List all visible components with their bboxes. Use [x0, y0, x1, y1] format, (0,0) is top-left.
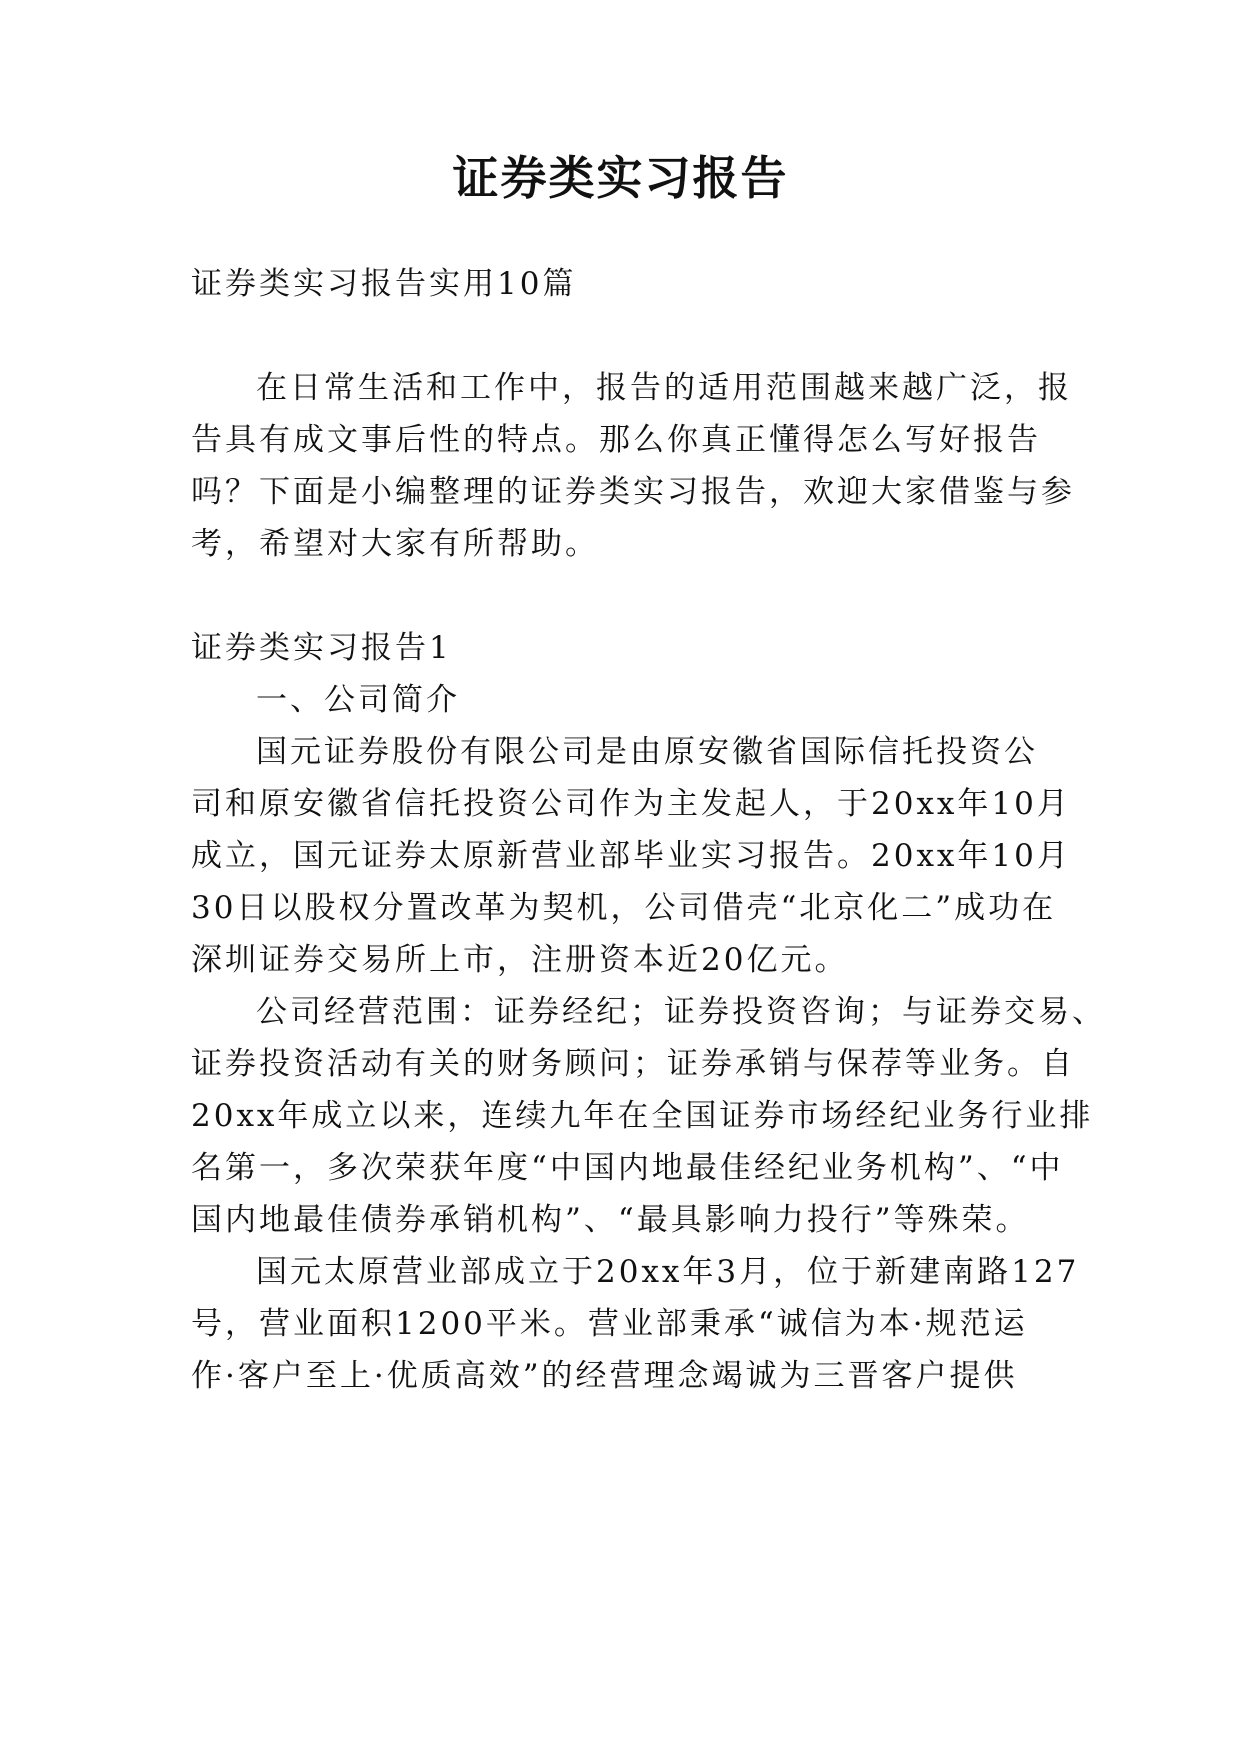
paragraph-line: 深圳证券交易所上市，注册资本近20亿元。	[191, 942, 849, 978]
paragraph-line: 作·客户至上·优质高效”的经营理念竭诚为三晋客户提供	[191, 1358, 1018, 1394]
paragraph-line: 30日以股权分置改革为契机，公司借壳“北京化二”成功在	[191, 890, 1057, 926]
paragraph-line: 20xx年成立以来，连续九年在全国证券市场经纪业务行业排	[191, 1098, 1094, 1134]
document-subtitle: 证券类实习报告实用10篇	[191, 266, 577, 302]
paragraph-line: 国内地最佳债券承销机构”、“最具影响力投行”等殊荣。	[191, 1202, 1030, 1238]
paragraph-line: 证券投资活动有关的财务顾问；证券承销与保荐等业务。自	[191, 1046, 1075, 1082]
intro-line: 在日常生活和工作中，报告的适用范围越来越广泛，报	[256, 370, 1072, 406]
paragraph-line: 国元太原营业部成立于20xx年3月，位于新建南路127	[256, 1254, 1080, 1290]
paragraph-line: 国元证券股份有限公司是由原安徽省国际信托投资公	[256, 734, 1038, 770]
intro-line: 吗？下面是小编整理的证券类实习报告，欢迎大家借鉴与参	[191, 474, 1075, 510]
paragraph-line: 号，营业面积1200平米。营业部秉承“诚信为本·规范运	[191, 1306, 1028, 1342]
section-heading: 证券类实习报告1	[191, 630, 452, 666]
subsection-heading: 一、公司简介	[256, 682, 460, 718]
intro-line: 告具有成文事后性的特点。那么你真正懂得怎么写好报告	[191, 422, 1041, 458]
paragraph-line: 公司经营范围：证券经纪；证券投资咨询；与证券交易、	[256, 994, 1106, 1030]
paragraph-line: 司和原安徽省信托投资公司作为主发起人，于20xx年10月	[191, 786, 1071, 822]
intro-line: 考，希望对大家有所帮助。	[191, 526, 599, 562]
paragraph-line: 名第一，多次荣获年度“中国内地最佳经纪业务机构”、“中	[191, 1150, 1064, 1186]
document-title: 证券类实习报告	[452, 151, 789, 205]
paragraph-line: 成立，国元证券太原新营业部毕业实习报告。20xx年10月	[191, 838, 1071, 874]
